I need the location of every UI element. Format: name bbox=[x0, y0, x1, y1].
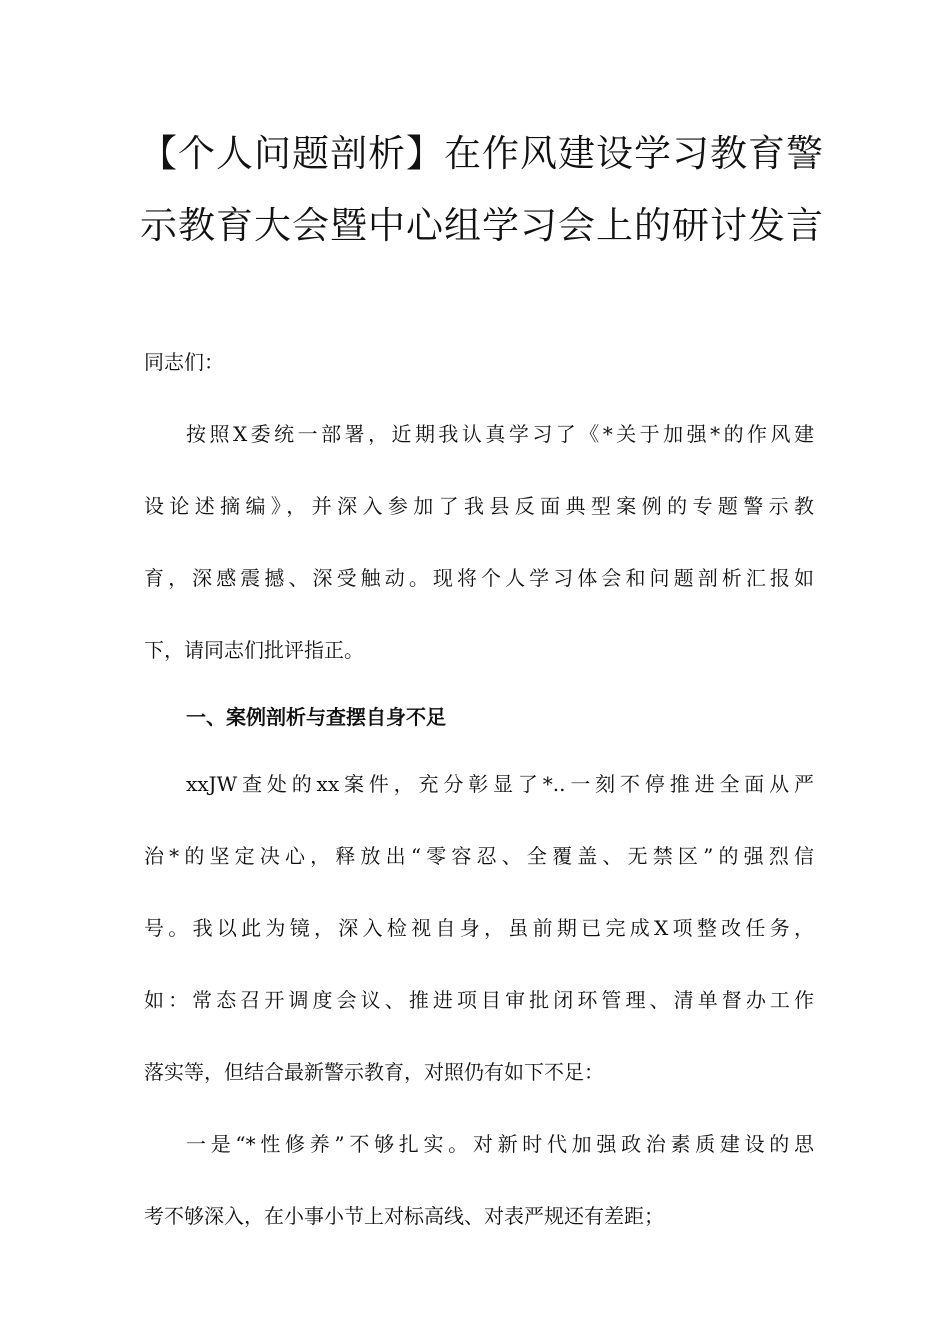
title-line-2: 示教育大会暨中心组学习会上的研讨发言 bbox=[140, 204, 824, 247]
intro-paragraph bbox=[144, 398, 814, 686]
point1-line-1: 一是“*性修养”不够扎实。对新时代加强政治素质建设的思 bbox=[186, 1132, 814, 1156]
case-line-1: xxJW查处的xx案件，充分彰显了*..一刻不停推进全面从严 bbox=[186, 772, 814, 796]
point-paragraph-1 bbox=[144, 1108, 814, 1252]
point1-line-2: 考不够深入，在小事小节上对标高线、对表严规还有差距； bbox=[144, 1204, 664, 1228]
case-line-3: 号。我以此为镜，深入检视自身，虽前期已完成X项整改任务， bbox=[144, 916, 814, 940]
case-line-2: 治*的坚定决心，释放出“零容忍、全覆盖、无禁区”的强烈信 bbox=[144, 844, 814, 868]
section-heading-1: 一、案例剖析与查摆自身不足 bbox=[186, 705, 446, 729]
document-title bbox=[140, 118, 824, 262]
case-paragraph bbox=[144, 748, 814, 1108]
intro-line-4: 下，请同志们批评指正。 bbox=[144, 638, 364, 662]
document-body bbox=[144, 326, 814, 1252]
case-line-5: 落实等，但结合最新警示教育，对照仍有如下不足： bbox=[144, 1060, 604, 1084]
title-line-1: 【个人问题剖析】在作风建设学习教育警 bbox=[140, 132, 824, 175]
intro-line-2: 设论述摘编》，并深入参加了我县反面典型案例的专题警示教 bbox=[144, 494, 814, 518]
case-line-4: 如：常态召开调度会议、推进项目审批闭环管理、清单督办工作 bbox=[144, 988, 814, 1012]
intro-line-3: 育，深感震撼、深受触动。现将个人学习体会和问题剖析汇报如 bbox=[144, 566, 814, 590]
intro-line-1: 按照X委统一部署，近期我认真学习了《*关于加强*的作风建 bbox=[186, 422, 814, 446]
salutation: 同志们： bbox=[144, 350, 224, 374]
